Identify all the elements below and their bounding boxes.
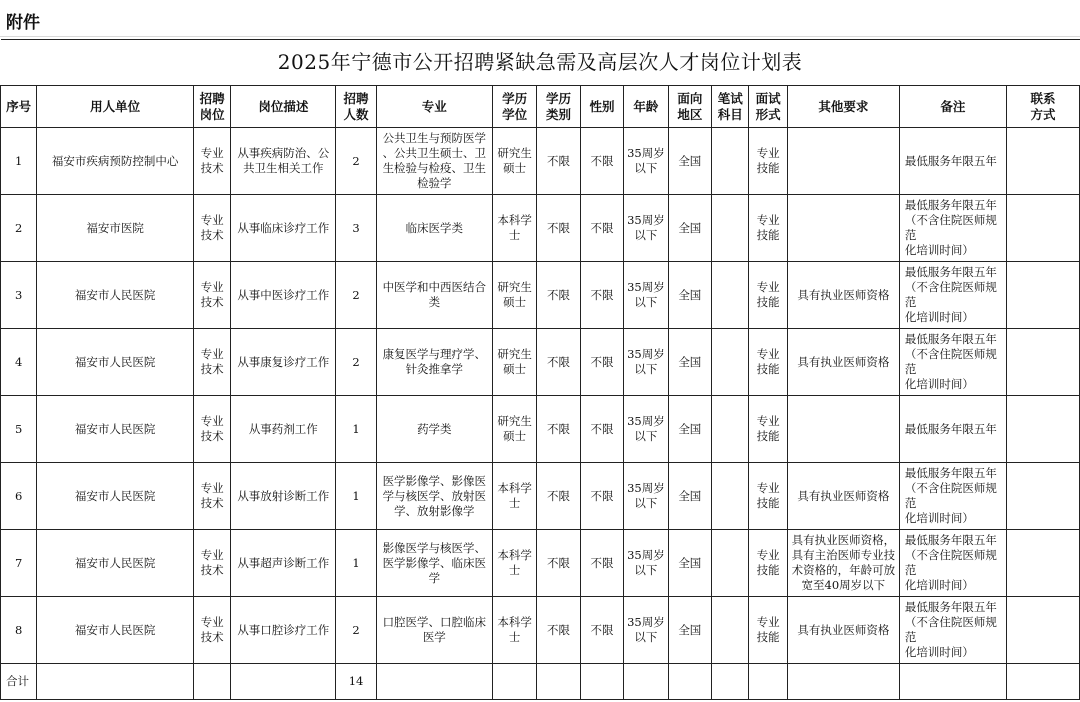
cell-age: 35周岁 以下 bbox=[624, 396, 668, 463]
cell-exam-subject bbox=[712, 329, 749, 396]
total-empty-cell bbox=[787, 664, 899, 700]
header-post: 招聘 岗位 bbox=[193, 86, 230, 128]
cell-interview: 专业 技能 bbox=[749, 530, 787, 597]
cell-edu-type: 不限 bbox=[537, 195, 580, 262]
cell-other: 具有执业医师资格 bbox=[787, 597, 899, 664]
total-empty-cell bbox=[749, 664, 787, 700]
cell-region: 全国 bbox=[668, 463, 711, 530]
cell-remark: 最低服务年限五年 （不含住院医师规范 化培训时间） bbox=[899, 463, 1006, 530]
header-interview: 面试 形式 bbox=[749, 86, 787, 128]
cell-interview: 专业 技能 bbox=[749, 396, 787, 463]
cell-gender: 不限 bbox=[580, 597, 623, 664]
cell-region: 全国 bbox=[668, 530, 711, 597]
cell-count: 1 bbox=[336, 396, 376, 463]
cell-other: 具有执业医师资格 bbox=[787, 329, 899, 396]
header-other: 其他要求 bbox=[787, 86, 899, 128]
cell-exam-subject bbox=[712, 195, 749, 262]
cell-contact bbox=[1006, 463, 1079, 530]
cell-other bbox=[787, 396, 899, 463]
cell-desc: 从事口腔诊疗工作 bbox=[231, 597, 336, 664]
cell-count: 2 bbox=[336, 262, 376, 329]
cell-remark: 最低服务年限五年 （不含住院医师规范 化培训时间） bbox=[899, 195, 1006, 262]
table-row bbox=[1, 530, 1080, 597]
cell-other: 具有执业医师资格， 具有主治医师专业技 术资格的，年龄可放 宽至40周岁以下 bbox=[787, 530, 899, 597]
cell-unit: 福安市人民医院 bbox=[37, 262, 194, 329]
cell-region: 全国 bbox=[668, 128, 711, 195]
cell-post: 专业 技术 bbox=[193, 195, 230, 262]
cell-post: 专业 技术 bbox=[193, 128, 230, 195]
total-label: 合计 bbox=[1, 664, 37, 700]
cell-region: 全国 bbox=[668, 195, 711, 262]
cell-age: 35周岁 以下 bbox=[624, 597, 668, 664]
header-desc: 岗位描述 bbox=[231, 86, 336, 128]
cell-count: 1 bbox=[336, 463, 376, 530]
cell-desc: 从事超声诊断工作 bbox=[231, 530, 336, 597]
cell-degree: 研究生 硕士 bbox=[492, 396, 536, 463]
total-empty-cell bbox=[668, 664, 711, 700]
cell-degree: 研究生 硕士 bbox=[492, 262, 536, 329]
cell-region: 全国 bbox=[668, 262, 711, 329]
table-row bbox=[1, 329, 1080, 396]
cell-interview: 专业 技能 bbox=[749, 329, 787, 396]
cell-age: 35周岁 以下 bbox=[624, 262, 668, 329]
cell-remark: 最低服务年限五年 （不含住院医师规范 化培训时间） bbox=[899, 530, 1006, 597]
cell-contact bbox=[1006, 597, 1079, 664]
cell-remark: 最低服务年限五年 （不含住院医师规范 化培训时间） bbox=[899, 597, 1006, 664]
cell-contact bbox=[1006, 530, 1079, 597]
header-degree: 学历 学位 bbox=[492, 86, 536, 128]
cell-gender: 不限 bbox=[580, 396, 623, 463]
cell-seq: 6 bbox=[1, 463, 37, 530]
cell-region: 全国 bbox=[668, 396, 711, 463]
cell-region: 全国 bbox=[668, 329, 711, 396]
cell-other bbox=[787, 128, 899, 195]
cell-age: 35周岁 以下 bbox=[624, 463, 668, 530]
cell-edu-type: 不限 bbox=[537, 128, 580, 195]
header-remark: 备注 bbox=[899, 86, 1006, 128]
total-empty-cell bbox=[712, 664, 749, 700]
cell-edu-type: 不限 bbox=[537, 396, 580, 463]
cell-seq: 8 bbox=[1, 597, 37, 664]
cell-post: 专业 技术 bbox=[193, 463, 230, 530]
cell-seq: 3 bbox=[1, 262, 37, 329]
header-edu-type: 学历 类别 bbox=[537, 86, 580, 128]
total-empty-cell bbox=[37, 664, 194, 700]
cell-desc: 从事康复诊疗工作 bbox=[231, 329, 336, 396]
table-row bbox=[1, 396, 1080, 463]
cell-major: 药学类 bbox=[376, 396, 492, 463]
cell-interview: 专业 技能 bbox=[749, 195, 787, 262]
cell-unit: 福安市人民医院 bbox=[37, 597, 194, 664]
header-exam-subject: 笔试 科目 bbox=[712, 86, 749, 128]
cell-contact bbox=[1006, 128, 1079, 195]
cell-count: 2 bbox=[336, 597, 376, 664]
cell-age: 35周岁 以下 bbox=[624, 128, 668, 195]
table-row bbox=[1, 262, 1080, 329]
total-row bbox=[1, 664, 1080, 700]
cell-major: 中医学和中西医结合 类 bbox=[376, 262, 492, 329]
cell-desc: 从事临床诊疗工作 bbox=[231, 195, 336, 262]
cell-desc: 从事药剂工作 bbox=[231, 396, 336, 463]
cell-region: 全国 bbox=[668, 597, 711, 664]
cell-edu-type: 不限 bbox=[537, 463, 580, 530]
cell-interview: 专业 技能 bbox=[749, 597, 787, 664]
cell-degree: 本科学 士 bbox=[492, 463, 536, 530]
cell-major: 公共卫生与预防医学 、公共卫生硕士、卫 生检验与检疫、卫生 检验学 bbox=[376, 128, 492, 195]
cell-unit: 福安市疾病预防控制中心 bbox=[37, 128, 194, 195]
total-empty-cell bbox=[231, 664, 336, 700]
cell-major: 医学影像学、影像医 学与核医学、放射医 学、放射影像学 bbox=[376, 463, 492, 530]
table-row bbox=[1, 195, 1080, 262]
cell-major: 影像医学与核医学、 医学影像学、临床医 学 bbox=[376, 530, 492, 597]
attachment-label: 附件 bbox=[6, 13, 40, 33]
cell-unit: 福安市医院 bbox=[37, 195, 194, 262]
cell-other: 具有执业医师资格 bbox=[787, 262, 899, 329]
cell-seq: 7 bbox=[1, 530, 37, 597]
cell-degree: 研究生 硕士 bbox=[492, 329, 536, 396]
cell-post: 专业 技术 bbox=[193, 530, 230, 597]
cell-unit: 福安市人民医院 bbox=[37, 463, 194, 530]
total-empty-cell bbox=[193, 664, 230, 700]
cell-gender: 不限 bbox=[580, 262, 623, 329]
cell-other: 具有执业医师资格 bbox=[787, 463, 899, 530]
cell-post: 专业 技术 bbox=[193, 262, 230, 329]
cell-degree: 本科学 士 bbox=[492, 195, 536, 262]
total-empty-cell bbox=[376, 664, 492, 700]
header-major: 专业 bbox=[376, 86, 492, 128]
header-region: 面向 地区 bbox=[668, 86, 711, 128]
cell-unit: 福安市人民医院 bbox=[37, 396, 194, 463]
cell-remark: 最低服务年限五年 （不含住院医师规范 化培训时间） bbox=[899, 329, 1006, 396]
cell-contact bbox=[1006, 329, 1079, 396]
cell-seq: 2 bbox=[1, 195, 37, 262]
header-row bbox=[1, 86, 1080, 128]
table-row bbox=[1, 128, 1080, 195]
recruitment-plan-table bbox=[0, 39, 1080, 700]
table-row bbox=[1, 597, 1080, 664]
cell-exam-subject bbox=[712, 396, 749, 463]
cell-exam-subject bbox=[712, 262, 749, 329]
cell-edu-type: 不限 bbox=[537, 262, 580, 329]
cell-count: 2 bbox=[336, 128, 376, 195]
cell-interview: 专业 技能 bbox=[749, 128, 787, 195]
cell-edu-type: 不限 bbox=[537, 530, 580, 597]
cell-seq: 1 bbox=[1, 128, 37, 195]
cell-exam-subject bbox=[712, 530, 749, 597]
cell-unit: 福安市人民医院 bbox=[37, 530, 194, 597]
header-seq: 序号 bbox=[1, 86, 37, 128]
total-empty-cell bbox=[580, 664, 623, 700]
cell-post: 专业 技术 bbox=[193, 396, 230, 463]
cell-contact bbox=[1006, 195, 1079, 262]
cell-major: 口腔医学、口腔临床 医学 bbox=[376, 597, 492, 664]
cell-remark: 最低服务年限五年 bbox=[899, 128, 1006, 195]
cell-age: 35周岁 以下 bbox=[624, 195, 668, 262]
cell-seq: 4 bbox=[1, 329, 37, 396]
header-unit: 用人单位 bbox=[37, 86, 194, 128]
cell-edu-type: 不限 bbox=[537, 597, 580, 664]
total-empty-cell bbox=[537, 664, 580, 700]
cell-count: 1 bbox=[336, 530, 376, 597]
cell-gender: 不限 bbox=[580, 329, 623, 396]
cell-exam-subject bbox=[712, 128, 749, 195]
cell-degree: 本科学 士 bbox=[492, 597, 536, 664]
header-gender: 性别 bbox=[580, 86, 623, 128]
cell-degree: 本科学 士 bbox=[492, 530, 536, 597]
cell-age: 35周岁 以下 bbox=[624, 530, 668, 597]
total-empty-cell bbox=[624, 664, 668, 700]
cell-gender: 不限 bbox=[580, 530, 623, 597]
cell-degree: 研究生 硕士 bbox=[492, 128, 536, 195]
header-count: 招聘 人数 bbox=[336, 86, 376, 128]
cell-desc: 从事中医诊疗工作 bbox=[231, 262, 336, 329]
cell-contact bbox=[1006, 396, 1079, 463]
cell-seq: 5 bbox=[1, 396, 37, 463]
cell-gender: 不限 bbox=[580, 128, 623, 195]
table-row bbox=[1, 463, 1080, 530]
total-empty-cell bbox=[1006, 664, 1079, 700]
cell-unit: 福安市人民医院 bbox=[37, 329, 194, 396]
cell-edu-type: 不限 bbox=[537, 329, 580, 396]
total-count: 14 bbox=[336, 664, 376, 700]
top-divider bbox=[0, 36, 1080, 37]
cell-exam-subject bbox=[712, 463, 749, 530]
cell-remark: 最低服务年限五年 （不含住院医师规范 化培训时间） bbox=[899, 262, 1006, 329]
cell-contact bbox=[1006, 262, 1079, 329]
cell-exam-subject bbox=[712, 597, 749, 664]
cell-desc: 从事放射诊断工作 bbox=[231, 463, 336, 530]
cell-remark: 最低服务年限五年 bbox=[899, 396, 1006, 463]
total-empty-cell bbox=[492, 664, 536, 700]
cell-desc: 从事疾病防治、公 共卫生相关工作 bbox=[231, 128, 336, 195]
header-contact: 联系 方式 bbox=[1006, 86, 1079, 128]
cell-gender: 不限 bbox=[580, 463, 623, 530]
cell-age: 35周岁 以下 bbox=[624, 329, 668, 396]
total-empty-cell bbox=[899, 664, 1006, 700]
cell-post: 专业 技术 bbox=[193, 329, 230, 396]
header-age: 年龄 bbox=[624, 86, 668, 128]
table-title: 2025年宁德市公开招聘紧缺急需及高层次人才岗位计划表 bbox=[1, 40, 1080, 86]
cell-post: 专业 技术 bbox=[193, 597, 230, 664]
cell-major: 临床医学类 bbox=[376, 195, 492, 262]
cell-count: 2 bbox=[336, 329, 376, 396]
cell-count: 3 bbox=[336, 195, 376, 262]
cell-major: 康复医学与理疗学、 针灸推拿学 bbox=[376, 329, 492, 396]
cell-interview: 专业 技能 bbox=[749, 262, 787, 329]
cell-gender: 不限 bbox=[580, 195, 623, 262]
cell-other bbox=[787, 195, 899, 262]
cell-interview: 专业 技能 bbox=[749, 463, 787, 530]
